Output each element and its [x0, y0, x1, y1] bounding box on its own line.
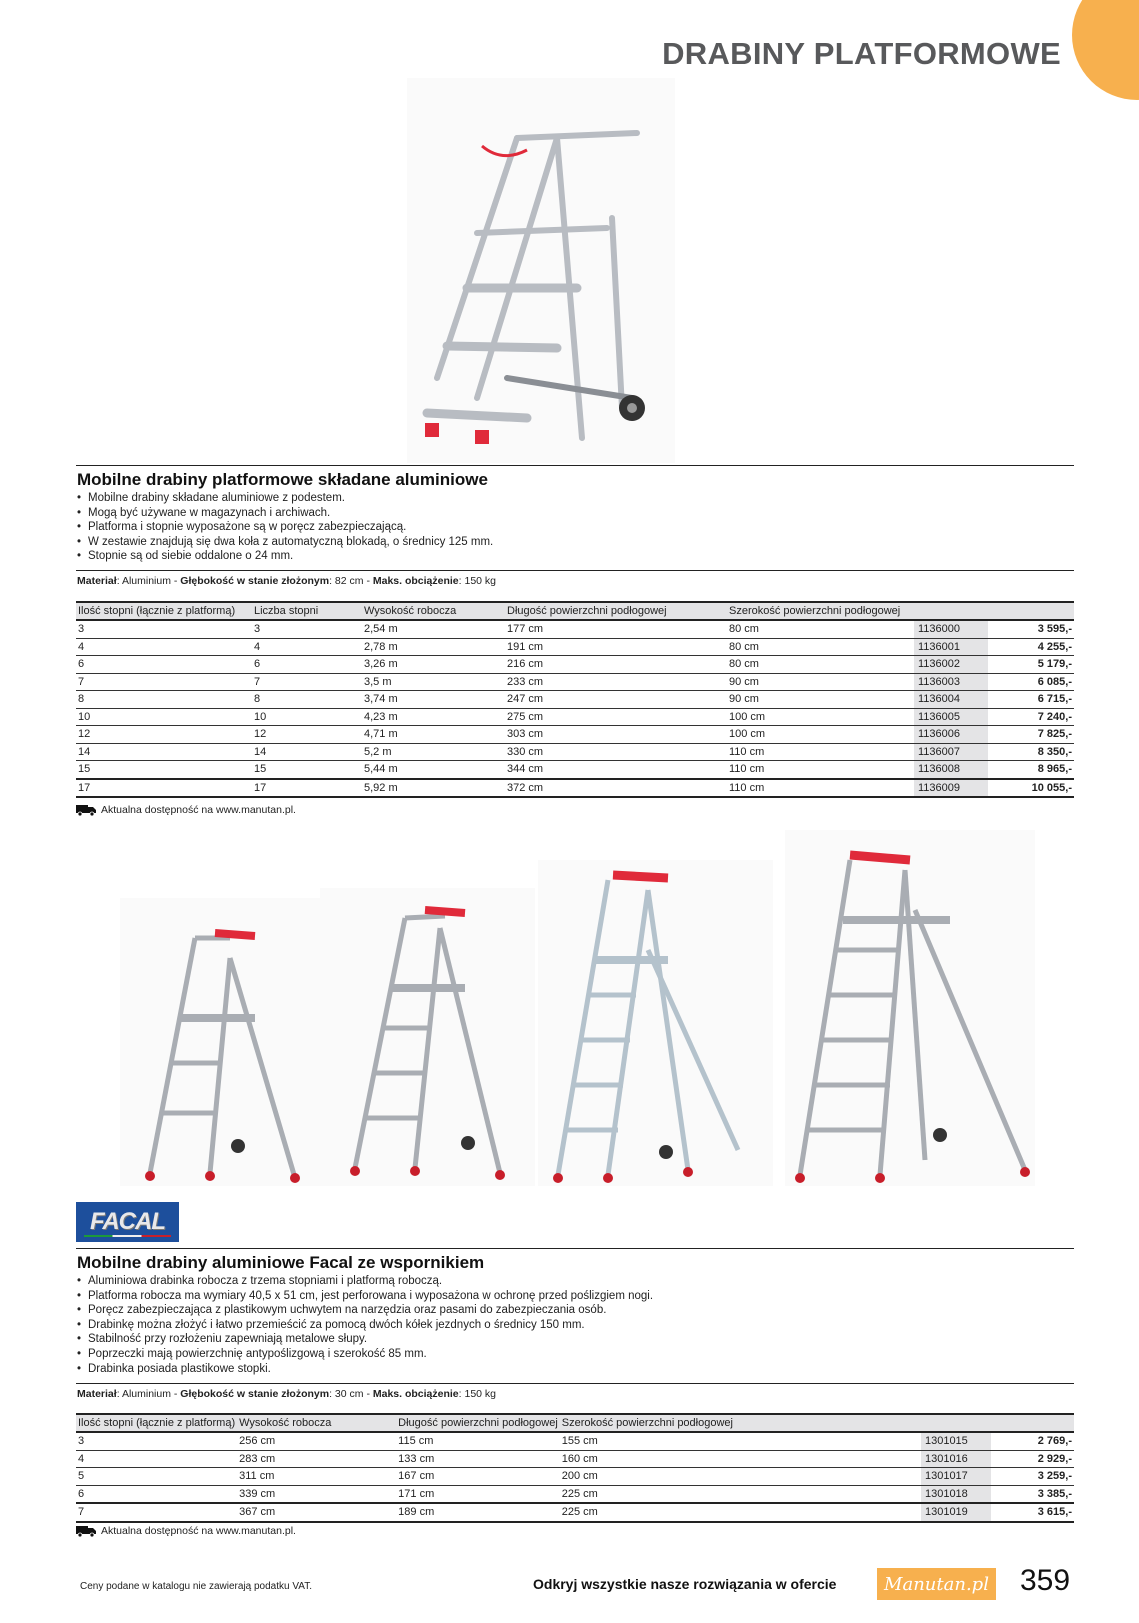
table-cell: 17: [76, 779, 252, 798]
material-divider: [76, 570, 1074, 571]
table-cell: 191 cm: [505, 638, 727, 656]
section1-availability: [76, 804, 296, 816]
product-ref-cell: 1136001: [914, 638, 988, 656]
product-ref-cell: 1136005: [914, 708, 988, 726]
table-cell: 2,78 m: [362, 638, 505, 656]
table-cell: 344 cm: [505, 761, 727, 779]
feature-item: • Platforma i stopnie wyposażone są w poręcz zabezpieczającą.: [77, 520, 493, 535]
load-label: Maks. obciążenie: [372, 575, 459, 587]
table-cell: 100 cm: [727, 708, 914, 726]
section1-divider: [76, 465, 1074, 466]
col-header: Szerokość powierzchni podłogowej: [560, 1414, 921, 1432]
table-cell: 133 cm: [396, 1450, 560, 1468]
table-cell: 15: [76, 761, 252, 779]
col-header: Szerokość powierzchni podłogowej: [727, 602, 914, 620]
table-cell: 110 cm: [727, 779, 914, 798]
product-image-4-step: [320, 888, 535, 1186]
section2-title: Mobilne drabiny aluminiowe Facal ze wspornikiem: [77, 1253, 485, 1272]
section1-material-specs: [77, 575, 496, 587]
table-row: [76, 638, 1074, 656]
table-row: [76, 743, 1074, 761]
price-cell: 3 595,-: [988, 620, 1074, 638]
material-divider: [76, 1383, 1074, 1384]
col-header: [991, 1414, 1074, 1432]
product-image-main: [407, 78, 675, 463]
table-cell: 5,2 m: [362, 743, 505, 761]
table-cell: 4: [76, 638, 252, 656]
table-cell: 80 cm: [727, 656, 914, 674]
table-cell: 15: [252, 761, 362, 779]
page-number: 359: [1020, 1564, 1071, 1597]
table-cell: 167 cm: [396, 1468, 560, 1486]
feature-item: • Aluminiowa drabinka robocza z trzema stopniami i platformą roboczą.: [77, 1274, 653, 1289]
table-cell: 6: [252, 656, 362, 674]
table-cell: 3: [76, 1432, 237, 1450]
table-cell: 4,71 m: [362, 726, 505, 744]
product-ref-cell: 1301017: [921, 1468, 991, 1486]
table-cell: 7: [252, 673, 362, 691]
page-title: DRABINY PLATFORMOWE: [662, 36, 1061, 71]
ladder-illustration: [120, 898, 320, 1186]
table-cell: 7: [76, 1503, 237, 1522]
vat-note: Ceny podane w katalogu nie zawierają podatku VAT.: [80, 1581, 312, 1592]
load-label: Maks. obciążenie: [372, 1388, 459, 1400]
manutan-logo-text: Manutan.pl: [884, 1573, 989, 1595]
availability-link[interactable]: Aktualna dostępność na www.manutan.pl.: [101, 1525, 296, 1537]
table-cell: 303 cm: [505, 726, 727, 744]
table-cell: 160 cm: [560, 1450, 921, 1468]
product-ref-cell: 1301018: [921, 1485, 991, 1503]
table-cell: 311 cm: [237, 1468, 396, 1486]
corner-accent-circle: [1072, 0, 1139, 100]
section2-product-table: [76, 1413, 1074, 1523]
table-cell: 339 cm: [237, 1485, 396, 1503]
table-row: [76, 1450, 1074, 1468]
price-cell: 7 240,-: [988, 708, 1074, 726]
feature-item: • Mogą być używane w magazynach i archiwach.: [77, 506, 493, 521]
table-cell: 100 cm: [727, 726, 914, 744]
table-row: [76, 779, 1074, 798]
product-ref-cell: 1136003: [914, 673, 988, 691]
table-cell: 372 cm: [505, 779, 727, 798]
section1-title: Mobilne drabiny platformowe składane aluminiowe: [77, 470, 488, 489]
price-cell: 8 965,-: [988, 761, 1074, 779]
col-header: Wysokość robocza: [237, 1414, 396, 1432]
col-header: [921, 1414, 991, 1432]
ladder-illustration: [407, 78, 675, 463]
product-ref-cell: 1301019: [921, 1503, 991, 1522]
price-cell: 5 179,-: [988, 656, 1074, 674]
table-cell: 110 cm: [727, 761, 914, 779]
table-cell: 225 cm: [560, 1503, 921, 1522]
product-ref-cell: 1136000: [914, 620, 988, 638]
table-cell: 7: [76, 673, 252, 691]
table-cell: 4,23 m: [362, 708, 505, 726]
table-row: [76, 620, 1074, 638]
feature-item: • Platforma robocza ma wymiary 40,5 x 51 cm, jest perforowana i wyposażona w ochronę przed poślizgiem nogi.: [77, 1289, 653, 1304]
ladder-illustration: [538, 860, 773, 1186]
col-header: Długość powierzchni podłogowej: [396, 1414, 560, 1432]
table-cell: 17: [252, 779, 362, 798]
material-label: Materiał: [77, 1388, 117, 1400]
table-cell: 256 cm: [237, 1432, 396, 1450]
product-image-3-step: [120, 898, 320, 1186]
section1-features: [77, 491, 493, 564]
table-row: [76, 1432, 1074, 1450]
table-cell: 10: [76, 708, 252, 726]
table-cell: 12: [76, 726, 252, 744]
table-cell: 283 cm: [237, 1450, 396, 1468]
section2-availability: [76, 1525, 296, 1537]
table-cell: 5,44 m: [362, 761, 505, 779]
depth-label: Głębokość w stanie złożonym: [180, 575, 330, 587]
delivery-truck-icon: [76, 805, 96, 816]
product-ref-cell: 1136002: [914, 656, 988, 674]
col-header: Wysokość robocza: [362, 602, 505, 620]
table-cell: 275 cm: [505, 708, 727, 726]
table-cell: 330 cm: [505, 743, 727, 761]
table-cell: 216 cm: [505, 656, 727, 674]
col-header: Ilość stopni (łącznie z platformą): [76, 1414, 237, 1432]
table-cell: 3: [76, 620, 252, 638]
logo-stripe: [84, 1235, 171, 1237]
section2-features: [77, 1274, 653, 1376]
table-cell: 14: [252, 743, 362, 761]
delivery-truck-icon: [76, 1526, 96, 1537]
product-ref-cell: 1136009: [914, 779, 988, 798]
table-cell: 3,5 m: [362, 673, 505, 691]
table-cell: 3,74 m: [362, 691, 505, 709]
product-image-5-step: [538, 860, 773, 1186]
table-cell: 115 cm: [396, 1432, 560, 1450]
col-header: Ilość stopni (łącznie z platformą): [76, 602, 252, 620]
material-value: : Aluminium -: [116, 1388, 181, 1400]
feature-item: • Mobilne drabiny składane aluminiowe z podestem.: [77, 491, 493, 506]
price-cell: 8 350,-: [988, 743, 1074, 761]
table-cell: 177 cm: [505, 620, 727, 638]
feature-item: • W zestawie znajdują się dwa koła z automatyczną blokadą, o średnicy 125 mm.: [77, 535, 493, 550]
table-row: [76, 708, 1074, 726]
product-ref-cell: 1301015: [921, 1432, 991, 1450]
table-cell: 90 cm: [727, 673, 914, 691]
price-cell: 6 715,-: [988, 691, 1074, 709]
feature-item: • Stabilność przy rozłożeniu zapewniają metalowe słupy.: [77, 1332, 653, 1347]
table-cell: 8: [76, 691, 252, 709]
price-cell: 3 385,-: [991, 1485, 1074, 1503]
product-ref-cell: 1301016: [921, 1450, 991, 1468]
col-header: [914, 602, 988, 620]
table-cell: 90 cm: [727, 691, 914, 709]
product-ref-cell: 1136006: [914, 726, 988, 744]
product-image-6-step: [785, 830, 1035, 1186]
material-value: : Aluminium -: [116, 575, 181, 587]
table-cell: 3: [252, 620, 362, 638]
price-cell: 6 085,-: [988, 673, 1074, 691]
load-value: : 150 kg: [458, 1388, 497, 1400]
table-cell: 5,92 m: [362, 779, 505, 798]
table-cell: 80 cm: [727, 638, 914, 656]
depth-value: : 82 cm -: [329, 575, 373, 587]
feature-item: • Poprzeczki mają powierzchnię antypoślizgową i szerokość 85 mm.: [77, 1347, 653, 1362]
table-cell: 233 cm: [505, 673, 727, 691]
feature-item: • Drabinkę można złożyć i łatwo przemieścić za pomocą dwóch kółek jezdnych o średnicy 150 mm.: [77, 1318, 653, 1333]
table-row: [76, 1503, 1074, 1522]
table-cell: 5: [76, 1468, 237, 1486]
table-cell: 4: [252, 638, 362, 656]
table-row: [76, 1485, 1074, 1503]
availability-link[interactable]: Aktualna dostępność na www.manutan.pl.: [101, 804, 296, 816]
table-cell: 2,54 m: [362, 620, 505, 638]
price-cell: 2 769,-: [991, 1432, 1074, 1450]
product-ref-cell: 1136004: [914, 691, 988, 709]
section2-material-specs: [77, 1388, 496, 1400]
price-cell: 2 929,-: [991, 1450, 1074, 1468]
feature-item: • Drabinka posiada plastikowe stopki.: [77, 1362, 653, 1377]
price-cell: 3 259,-: [991, 1468, 1074, 1486]
table-cell: 225 cm: [560, 1485, 921, 1503]
table-row: [76, 1468, 1074, 1486]
table-cell: 10: [252, 708, 362, 726]
table-row: [76, 761, 1074, 779]
col-header: Liczba stopni: [252, 602, 362, 620]
table-cell: 12: [252, 726, 362, 744]
feature-item: • Poręcz zabezpieczająca z plastikowym uchwytem na narzędzia oraz pasami do zabezpieczania osób.: [77, 1303, 653, 1318]
table-cell: 14: [76, 743, 252, 761]
table-cell: 110 cm: [727, 743, 914, 761]
load-value: : 150 kg: [458, 575, 497, 587]
table-cell: 367 cm: [237, 1503, 396, 1522]
section2-divider: [76, 1248, 1074, 1249]
footer-cta: Odkryj wszystkie nasze rozwiązania w ofercie: [533, 1576, 837, 1592]
depth-value: : 30 cm -: [329, 1388, 373, 1400]
section1-product-table: [76, 601, 1074, 798]
price-cell: 3 615,-: [991, 1503, 1074, 1522]
table-cell: 247 cm: [505, 691, 727, 709]
table-cell: 4: [76, 1450, 237, 1468]
price-cell: 7 825,-: [988, 726, 1074, 744]
ladder-illustration: [785, 830, 1035, 1186]
col-header: Długość powierzchni podłogowej: [505, 602, 727, 620]
manutan-logo-badge[interactable]: [877, 1568, 996, 1600]
table-header-row: [76, 1414, 1074, 1432]
product-ref-cell: 1136007: [914, 743, 988, 761]
facal-brand-logo: [76, 1202, 179, 1242]
brand-logo-text: FACAL: [90, 1208, 165, 1235]
table-cell: 80 cm: [727, 620, 914, 638]
table-cell: 6: [76, 1485, 237, 1503]
material-label: Materiał: [77, 575, 117, 587]
table-cell: 200 cm: [560, 1468, 921, 1486]
col-header: [988, 602, 1074, 620]
table-header-row: [76, 602, 1074, 620]
table-row: [76, 726, 1074, 744]
feature-item: • Stopnie są od siebie oddalone o 24 mm.: [77, 549, 493, 564]
table-cell: 171 cm: [396, 1485, 560, 1503]
product-ref-cell: 1136008: [914, 761, 988, 779]
depth-label: Głębokość w stanie złożonym: [180, 1388, 330, 1400]
ladder-illustration: [320, 888, 535, 1186]
table-cell: 6: [76, 656, 252, 674]
table-row: [76, 656, 1074, 674]
table-row: [76, 673, 1074, 691]
table-row: [76, 691, 1074, 709]
table-cell: 189 cm: [396, 1503, 560, 1522]
price-cell: 10 055,-: [988, 779, 1074, 798]
table-cell: 8: [252, 691, 362, 709]
table-cell: 3,26 m: [362, 656, 505, 674]
price-cell: 4 255,-: [988, 638, 1074, 656]
table-cell: 155 cm: [560, 1432, 921, 1450]
